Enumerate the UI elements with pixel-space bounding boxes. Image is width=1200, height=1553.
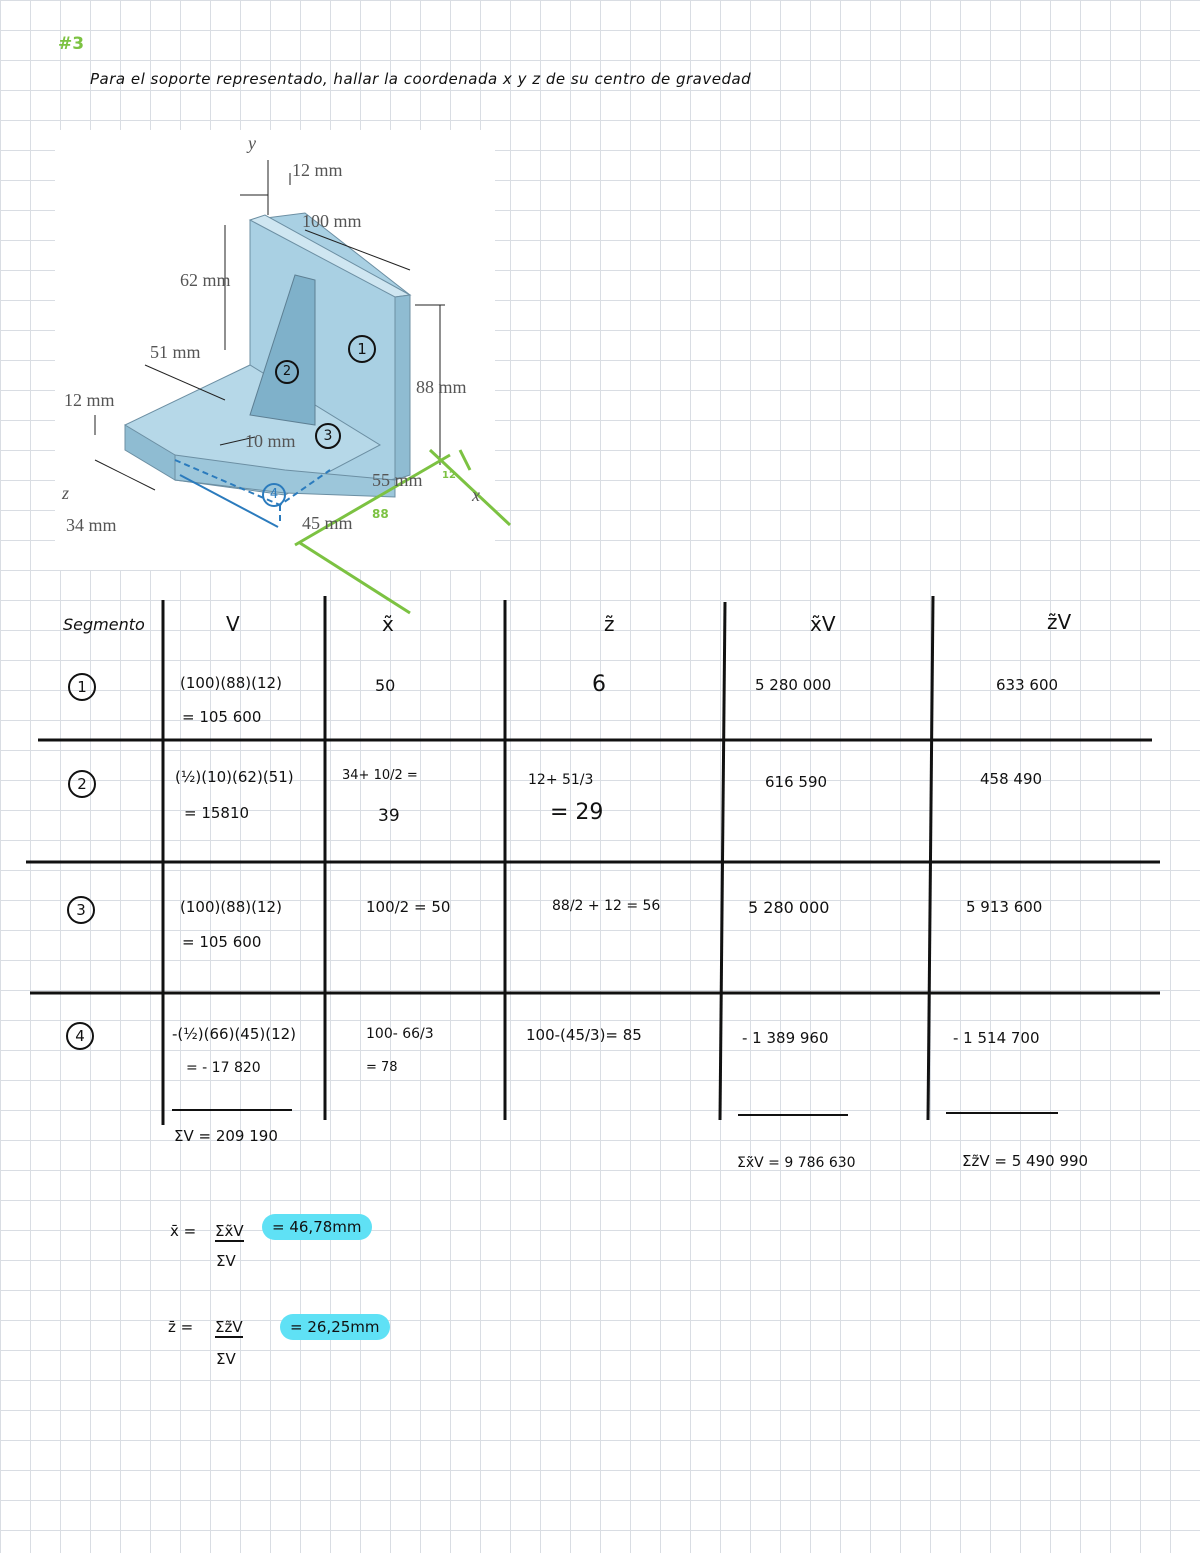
row4-x-expr: 100- 66/3 (366, 1026, 434, 1042)
row4-segment: 4 (66, 1022, 94, 1050)
row1-segment: 1 (68, 673, 96, 701)
dim-45mm: 45 mm (302, 513, 353, 533)
header-v: V (226, 612, 240, 636)
row3-v-expr: (100)(88)(12) (180, 898, 282, 916)
row4-xv: - 1 389 960 (742, 1029, 829, 1047)
sum-xv: Σx̃V = 9 786 630 (737, 1155, 856, 1171)
row2-x-result: 39 (378, 806, 400, 826)
dim-10mm: 10 mm (245, 431, 296, 451)
row3-z: 88/2 + 12 = 56 (552, 898, 661, 914)
x-bar-result: = 46,78mm (262, 1214, 372, 1240)
row4-v-expr: -(½)(66)(45)(12) (172, 1025, 297, 1043)
row1-zv: 633 600 (996, 676, 1059, 694)
header-z-tilde: z̃ (604, 612, 615, 636)
z-bar-result: = 26,25mm (280, 1314, 390, 1340)
dim-88mm: 88 mm (416, 377, 467, 397)
sum-zv: Σz̃V = 5 490 990 (962, 1152, 1089, 1170)
z-bar-lhs: z̄ = (168, 1318, 194, 1336)
x-bar-numerator: Σx̃V (215, 1222, 244, 1240)
row2-z-expr: 12+ 51/3 (528, 772, 594, 788)
dim-12mm-left: 12 mm (64, 390, 115, 410)
sum-v: ΣV = 209 190 (174, 1127, 278, 1145)
dim-62mm: 62 mm (180, 270, 231, 290)
segment-marker-3: 3 (315, 423, 341, 449)
axis-y-label: y (248, 133, 256, 153)
row1-xv: 5 280 000 (755, 676, 832, 694)
row1-v-expr: (100)(88)(12) (180, 674, 282, 692)
header-x-tilde: x̃ (382, 612, 394, 636)
green-dim-12: 12 (442, 470, 456, 481)
row4-v-result: = - 17 820 (186, 1060, 261, 1076)
row2-z-result: = 29 (550, 800, 604, 825)
z-bar-numerator: Σz̃V (215, 1318, 243, 1336)
header-xv: x̃V (810, 612, 836, 636)
green-dim-88: 88 (372, 507, 389, 521)
row2-v-result: = 15810 (184, 804, 250, 822)
axis-z-label: z (62, 483, 70, 503)
problem-statement: Para el soporte representado, hallar la coordenada x y z de su centro de gravedad (90, 70, 752, 88)
x-bar-lhs: x̄ = (170, 1222, 197, 1240)
row1-x: 50 (375, 676, 396, 695)
row2-v-expr: (½)(10)(62)(51) (175, 768, 294, 786)
row4-zv: - 1 514 700 (953, 1029, 1040, 1047)
row3-zv: 5 913 600 (966, 898, 1043, 916)
x-bar-denominator: ΣV (216, 1252, 236, 1270)
problem-number: #3 (58, 34, 85, 54)
row4-x-result: = 78 (366, 1060, 398, 1075)
segment-marker-2: 2 (275, 360, 299, 384)
vertical-plate-edge (395, 295, 410, 480)
row2-segment: 2 (68, 770, 96, 798)
dim-12mm-top: 12 mm (292, 160, 343, 180)
z-bar-denominator: ΣV (216, 1350, 236, 1368)
header-zv: z̃V (1047, 610, 1072, 634)
dim-51mm: 51 mm (150, 342, 201, 362)
header-segmento: Segmento (63, 615, 145, 634)
row3-segment: 3 (67, 896, 95, 924)
row4-z: 100-(45/3)= 85 (526, 1026, 642, 1044)
dim-100mm: 100 mm (302, 211, 362, 231)
row3-v-result: = 105 600 (182, 933, 262, 951)
bracket-figure (50, 125, 520, 615)
segment-marker-4: 4 (262, 483, 286, 507)
row1-v-result: = 105 600 (182, 708, 262, 726)
row3-x: 100/2 = 50 (366, 898, 451, 916)
row1-z: 6 (592, 672, 606, 697)
segment-marker-1: 1 (348, 335, 376, 363)
dim-34mm: 34 mm (66, 515, 117, 535)
row3-xv: 5 280 000 (748, 898, 830, 917)
axis-x-label: x (472, 485, 480, 505)
row2-xv: 616 590 (765, 773, 828, 791)
row2-zv: 458 490 (980, 770, 1043, 788)
row2-x-expr: 34+ 10/2 = (342, 768, 418, 783)
dim-55mm: 55 mm (372, 470, 423, 490)
